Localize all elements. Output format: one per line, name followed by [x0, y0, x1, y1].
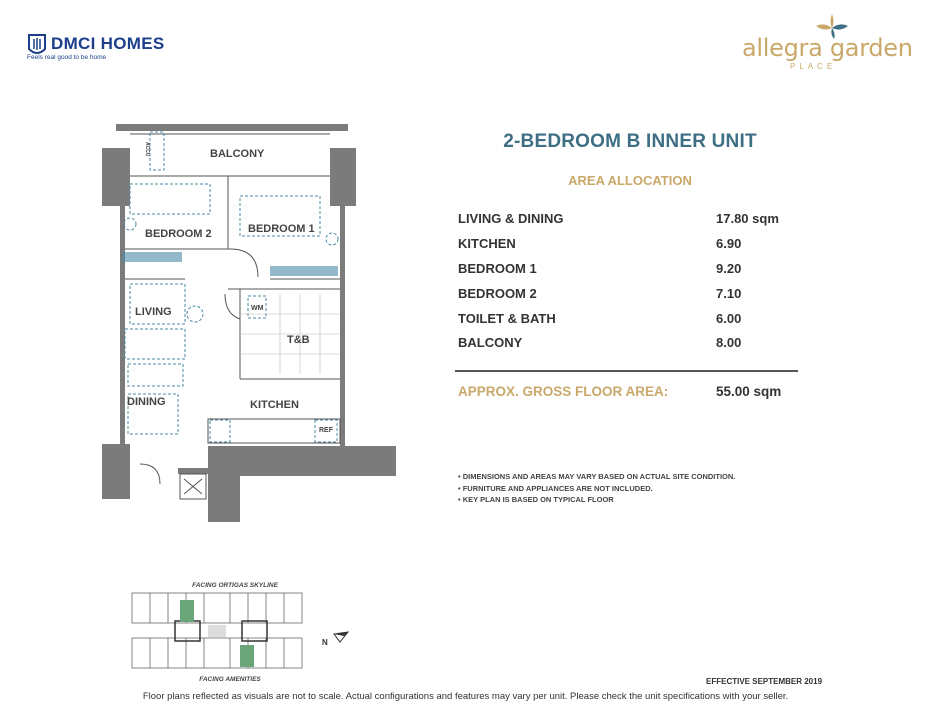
area-name: BEDROOM 1 — [458, 261, 537, 276]
area-value: 8.00 — [716, 335, 742, 350]
area-value: 17.80 sqm — [716, 211, 779, 226]
north-arrow — [322, 630, 350, 652]
area-row — [458, 236, 798, 258]
room-label-bedroom-1: BEDROOM 1 — [248, 223, 315, 235]
project-name: allegra garden — [742, 34, 913, 62]
area-row — [458, 286, 798, 308]
note-item: • FURNITURE AND APPLIANCES ARE NOT INCLUDED. — [458, 484, 653, 493]
area-row — [458, 335, 798, 357]
gross-floor-area-value: 55.00 sqm — [716, 384, 782, 399]
effective-date: EFFECTIVE SEPTEMBER 2019 — [706, 677, 823, 686]
label-wm: WM — [251, 305, 264, 312]
area-name: BEDROOM 2 — [458, 286, 537, 301]
area-divider — [455, 370, 798, 372]
area-allocation-heading: AREA ALLOCATION — [568, 173, 692, 188]
developer-name: DMCI HOMES — [51, 34, 165, 53]
room-label-tb: T&B — [287, 334, 310, 346]
facing-bottom-label: FACING AMENITIES — [199, 676, 261, 683]
disclaimer: Floor plans reflected as visuals are not to scale. Actual configurations and features may vary per unit. Please check the unit specifications with your seller. — [142, 691, 789, 702]
room-label-bedroom-2: BEDROOM 2 — [145, 228, 212, 240]
area-row — [458, 211, 798, 233]
unit-title: 2-BEDROOM B INNER UNIT — [503, 131, 757, 152]
project-subname: PLACE — [790, 62, 837, 71]
area-name: BALCONY — [458, 335, 523, 350]
developer-logo — [27, 33, 177, 63]
label-ref: REF — [319, 427, 333, 434]
room-label-dining: DINING — [127, 396, 166, 408]
note-item: • DIMENSIONS AND AREAS MAY VARY BASED ON ACTUAL SITE CONDITION. — [458, 472, 736, 481]
project-logo — [742, 10, 912, 72]
room-label-living: LIVING — [135, 306, 172, 318]
area-name: LIVING & DINING — [458, 211, 564, 226]
area-value: 6.90 — [716, 236, 742, 251]
area-value: 7.10 — [716, 286, 742, 301]
room-label-balcony: BALCONY — [210, 148, 265, 160]
floor-plan-drawing — [100, 124, 400, 524]
developer-tagline: Feels real good to be home — [27, 54, 107, 61]
room-label-kitchen: KITCHEN — [250, 399, 299, 411]
label-acu: ACCU — [144, 142, 150, 157]
area-name: KITCHEN — [458, 236, 516, 251]
note-item: • KEY PLAN IS BASED ON TYPICAL FLOOR — [458, 495, 614, 504]
floor-plan — [100, 124, 400, 524]
north-label: N — [322, 638, 328, 647]
gross-floor-area-label: APPROX. GROSS FLOOR AREA: — [458, 384, 669, 399]
area-row — [458, 311, 798, 333]
area-value: 9.20 — [716, 261, 742, 276]
area-value: 6.00 — [716, 311, 742, 326]
area-name: TOILET & BATH — [458, 311, 556, 326]
facing-top-label: FACING ORTIGAS SKYLINE — [192, 582, 278, 589]
area-row — [458, 261, 798, 283]
